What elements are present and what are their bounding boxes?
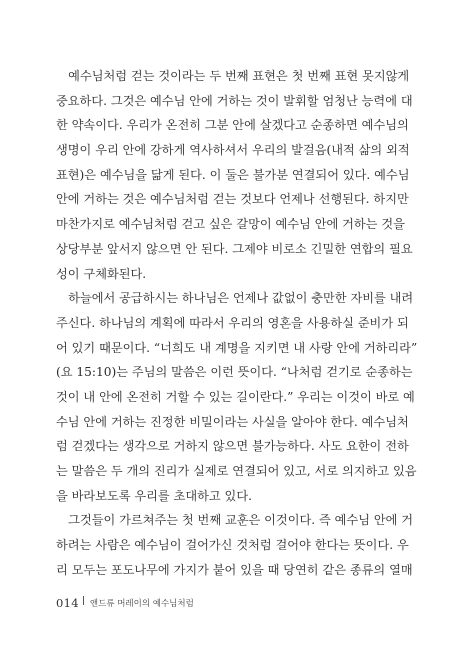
text-line: 생명이 우리 안에 강하게 역사하셔서 우리의 발걸음(내적 삶의 외적: [56, 143, 410, 158]
page-number: 014: [56, 596, 79, 610]
page-footer: [56, 595, 194, 611]
text-line: 성이 구체화된다.: [56, 266, 147, 281]
footer-divider: [83, 596, 84, 605]
text-line: 예수님처럼 걷는 것이라는 두 번째 표현은 첫 번째 표현 못지않게: [56, 69, 410, 83]
body-text: [56, 64, 418, 582]
text-line: 주신다. 하나님의 계획에 따라서 우리의 영혼을 사용하실 준비가 되: [56, 315, 409, 330]
text-line: 마찬가지로 예수님처럼 걷고 싶은 갈망이 예수님 안에 거하는 것을: [56, 217, 405, 232]
text-line: 을 바라보도록 우리를 초대하고 있다.: [56, 488, 252, 503]
text-line: 하려는 사람은 예수님이 걸어가신 것처럼 걸어야 한다는 뜻이다. 우: [56, 538, 409, 553]
text-line: (요 15:10)는 주님의 말씀은 이런 뜻이다. “나처럼 걷기로 순종하는: [56, 365, 413, 380]
text-line: 안에 거하는 것은 예수님처럼 걷는 것보다 언제나 선행된다. 하지만: [56, 192, 409, 207]
text-line: 한 약속이다. 우리가 온전히 그분 안에 살겠다고 순종하면 예수님의: [56, 118, 409, 133]
text-line: 리 모두는 포도나무에 가지가 붙어 있을 때 당연히 같은 종류의 열매: [56, 562, 413, 577]
text-line: 는 말씀은 두 개의 진리가 실제로 연결되어 있고, 서로 의지하고 있음: [56, 464, 417, 478]
text-line: 것이 내 안에 온전히 거할 수 있는 길이란다.” 우리는 이것이 바로 예: [56, 389, 415, 404]
text-line: 하늘에서 공급하시는 하나님은 언제나 값없이 충만한 자비를 내려: [56, 291, 414, 306]
text-line: 어 있기 때문이다. “너희도 내 계명을 지키면 내 사랑 안에 거하리라”: [56, 340, 418, 355]
text-line: 표현)은 예수님을 닮게 된다. 이 둘은 불가분 연결되어 있다. 예수님: [56, 167, 410, 182]
text-line: 상당부분 앞서지 않으면 안 된다. 그제야 비로소 긴밀한 연합의 필요: [56, 241, 413, 256]
text-line: 중요하다. 그것은 예수님 안에 거하는 것이 발휘할 엄청난 능력에 대: [56, 93, 413, 108]
text-line: 수님 안에 거하는 진정한 비밀이라는 사실을 알아야 한다. 예수님처: [56, 414, 409, 429]
running-title: 앤드류 머레이의 예수님처럼: [89, 599, 194, 609]
text-line: 럼 걷겠다는 생각으로 거하지 않으면 불가능하다. 사도 요한이 전하: [56, 439, 409, 454]
text-line: 그것들이 가르쳐주는 첫 번째 교훈은 이것이다. 즉 예수님 안에 거: [56, 513, 414, 528]
